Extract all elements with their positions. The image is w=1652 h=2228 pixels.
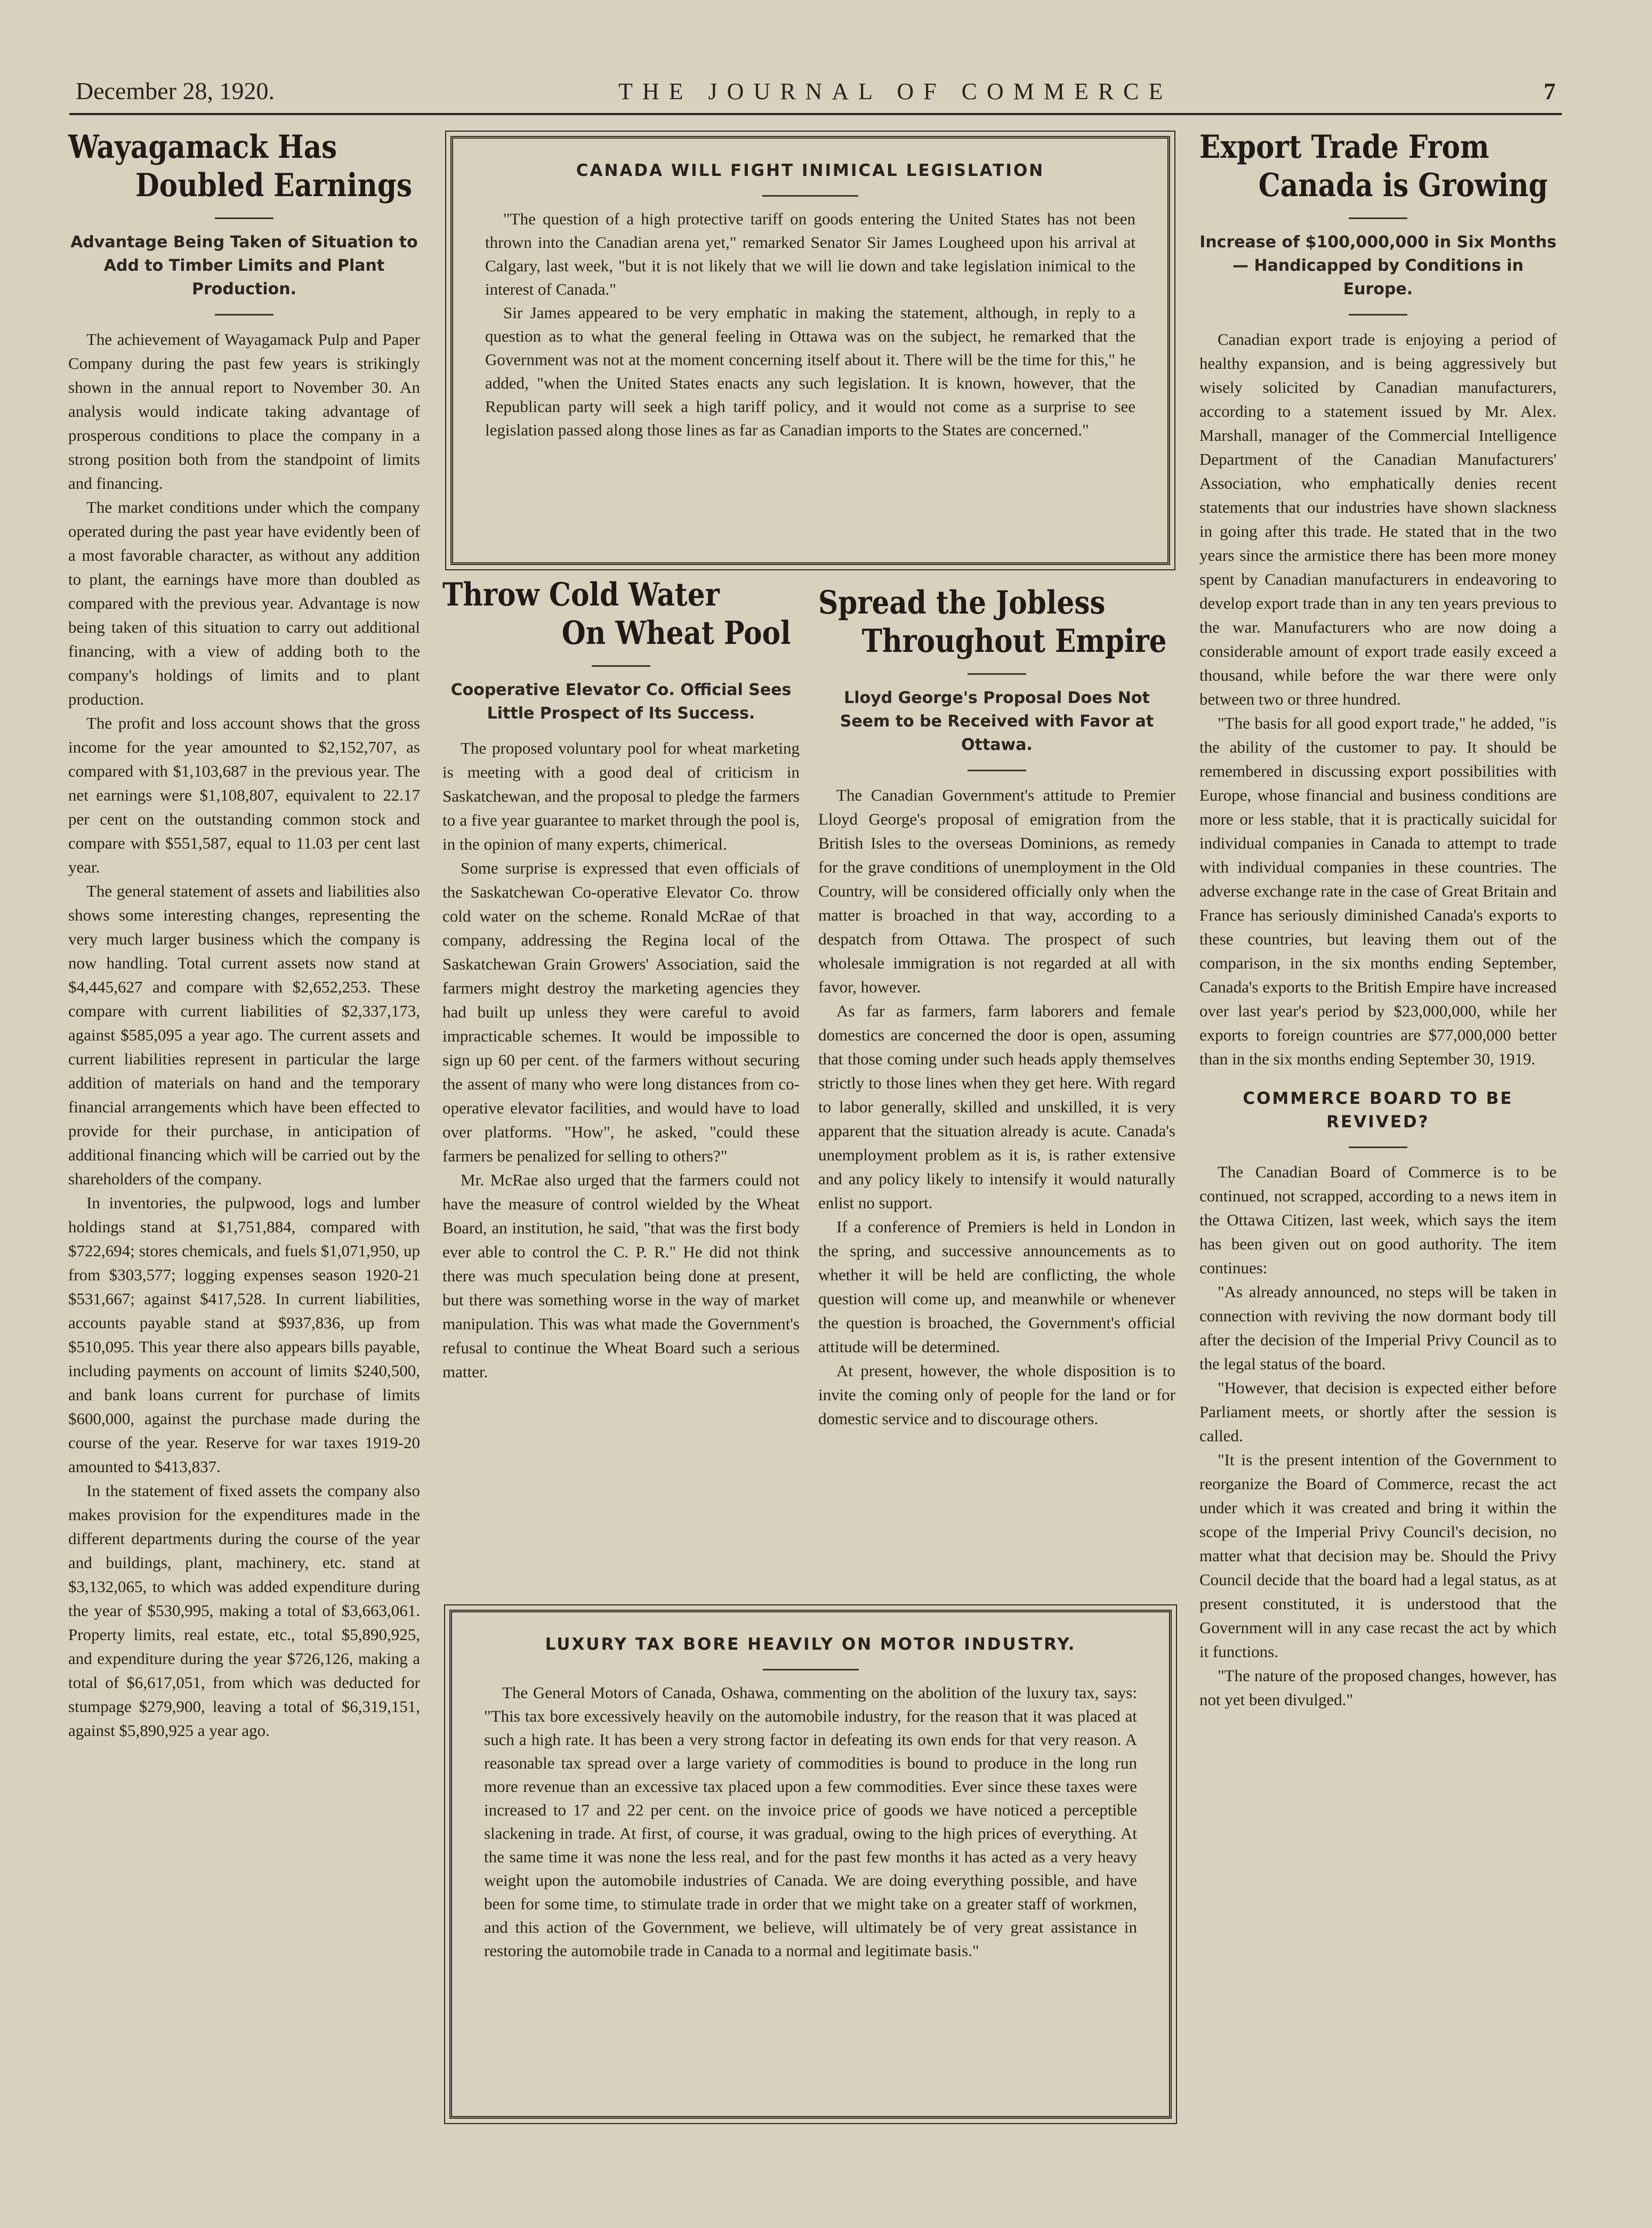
paragraph: The Canadian Government's attitude to Premier Lloyd George's proposal of emigration from the British Isles to the overseas Dominions, as remedy for the grave conditions of unemployment in the Old Country, will be considered officially only when the matter is broached in that way, according to a despatch from Ottawa. The prospect of such wholesale immigration is not regarded at all with favor, however. xyxy=(818,786,1175,996)
divider xyxy=(592,665,650,667)
divider xyxy=(1349,217,1407,219)
paragraph: "The question of a high protective tariff on goods entering the United States has not been thrown into the Canadian arena yet," remarked Senator Sir James Lougheed upon his arrival at Calgary, last week, "but it is not likely that we will lie down and take legislation inimical to the interest of Canada." xyxy=(485,209,1135,298)
paragraph: Some surprise is expressed that even officials of the Saskatchewan Co-operative Elevator Co. throw cold water on the scheme. Ronald McRae of that company, addressing the Regina local of the Saskatchewan Grain Growers' Association, said the farmers might destroy the marketing agencies they had built up unless they were careful to avoid impracticable schemes. It would be impossible to sign up 60 per cent. of the farmers without securing the assent of many who were long distances from co-operative elevator facilities, and would have to load over platforms. "How", he asked, "could these farmers be penalized for selling to others?" xyxy=(442,859,800,1165)
paragraph: "It is the present intention of the Government to reorganize the Board of Commerce, recast the act under which it was created and bring it within the scope of the Imperial Privy Council's decision, no matter what that decision may be. Should the Privy Council decide that the board had a legal status, as at present constituted, it is understood that the Government will in any case recast the act by which it functions. xyxy=(1199,1450,1557,1661)
paragraph: In inventories, the pulpwood, logs and lumber holdings stand at $1,751,884, compared with $722,694; stores chemicals, and fuels $1,071,950, up from $303,577; logging expenses season 1920-21 $531,667; against $417,528. In current liabilities, accounts payable stand at $937,836, up from $510,095. This year there also appears bills payable, including payments on account of limits $240,500, and bank loans current for purchase of limits $600,000, against the purchase made during the course of the year. Reserve for war taxes 1919-20 amounted to $413,837. xyxy=(68,1193,420,1476)
paragraph: "As already announced, no steps will be taken in connection with reviving the now dormant body till after the decision of the Imperial Privy Council as to the legal status of the board. xyxy=(1199,1282,1557,1373)
divider xyxy=(215,217,273,219)
wayagamack-deck: Advantage Being Taken of Situation to Add to Timber Limits and Plant Production. xyxy=(70,233,418,298)
jobless-headline xyxy=(818,584,1167,660)
paragraph: If a conference of Premiers is held in London in the spring, and successive announcements as to whether it will be held are conflicting, the whole question will come up, and meanwhile or whenever the question is broached, the Government's official attitude will be determined. xyxy=(818,1217,1175,1356)
paragraph: "However, that decision is expected either before Parliament meets, or shortly after the session is called. xyxy=(1199,1378,1557,1445)
commerce-body xyxy=(1199,1160,1557,1712)
jobless-body xyxy=(818,783,1175,1431)
masthead: THE JOURNAL OF COMMERCE xyxy=(618,78,1173,104)
wayagamack-article xyxy=(68,128,420,1742)
box-body xyxy=(484,1681,1137,1963)
commerce-board-title: COMMERCE BOARD TO BE REVIVED? xyxy=(1243,1089,1513,1132)
paragraph: The market conditions under which the company operated during the past year have evidently been of a most favorable character, as without any addition to plant, the earnings have more than doubled as compared with the previous year. Advantage is now being taken of this situation to carry out additional financing, with a view of adding both to the company's holdings of limits and to plant production. xyxy=(68,498,420,708)
wayagamack-body xyxy=(68,327,420,1742)
export-body xyxy=(1199,327,1557,1071)
paragraph: The General Motors of Canada, Oshawa, commenting on the abolition of the luxury tax, says: "This tax bore excessively heavily on the automobile industry, for the reason that it was placed at such a high rate. It has been a very strong factor in defeating its own ends for that very reason. A reasonable tax spread over a large variety of commodities is bound to produce in the long run more revenue than an excessive tax placed upon a few commodities. Ever since these taxes were increased to 17 and 22 per cent. on the invoice price of goods we have noticed a perceptible slackening in trade. At first, of course, it was gradual, owing to the high prices of everything. At the same time it was none the less real, and for the past few months it has acted as a very heavy weight upon the automobile industries of Canada. We are doing everything possible, and have been for some time, to stimulate trade in order that we might take on a greater staff of workmen, and this action of the Government, we believe, will ultimately be of very great assistance in restoring the automobile trade in Canada to a normal and legitimate basis." xyxy=(484,1683,1137,1960)
box-title: LUXURY TAX BORE HEAVILY ON MOTOR INDUSTRY. xyxy=(545,1635,1076,1654)
wheat-body xyxy=(442,736,800,1384)
headline-line-2: On Wheat Pool xyxy=(561,615,791,652)
paragraph: At present, however, the whole disposition is to invite the coming only of people for the land or for domestic service and to discourage others. xyxy=(818,1361,1175,1428)
divider xyxy=(215,314,273,316)
wheat-headline xyxy=(442,576,791,652)
paragraph: "The nature of the proposed changes, however, has not yet been divulged." xyxy=(1199,1666,1557,1709)
divider xyxy=(1349,1147,1407,1148)
headline-line-2: Throughout Empire xyxy=(861,623,1167,660)
paragraph: The profit and loss account shows that the gross income for the year amounted to $2,152,707, as compared with $1,103,687 in the previous year. The net earnings were $1,108,807, equivalent to 22.17 per cent on the outstanding common stock and compare with $551,587, equal to 11.03 per cent last year. xyxy=(68,714,420,876)
divider xyxy=(763,1669,859,1670)
headline-line-1: Throw Cold Water xyxy=(442,576,720,613)
box-body xyxy=(485,207,1135,442)
canada-legislation-box xyxy=(450,136,1170,565)
paragraph: "The basis for all good export trade," he added, "is the ability of the customer to pay. It should be remembered in discussing export possibilities with Europe, whose financial and business conditions are more or less stable, that it is practically suicidal for individual companies in Canada to attempt to trade with individual companies in these countries. The adverse exchange rate in the case of Great Britain and France has seriously diminished Canada's exports to these countries, but leaving them out of the comparison, in the six months ending September, Canada's exports to the British Empire have increased over last year's period by $23,000,000, while her exports to foreign countries are $77,000,000 better than in the six months ending September 30, 1919. xyxy=(1199,714,1557,1068)
paragraph: Sir James appeared to be very emphatic in making the statement, although, in reply to a question as to what the general feeling in Ottawa was on the subject, he remarked that the Government was not at the moment concerning itself about it. There will be the time for this," he added, "when the United States enacts any such legislation. It is known, however, that the Republican party will seek a high tariff policy, and it would not come as a surprise to see legislation passed along those lines as far as Canadian imports to the States are concerned." xyxy=(485,303,1135,439)
box-title: CANADA WILL FIGHT INIMICAL LEGISLATION xyxy=(576,161,1045,180)
export-headline xyxy=(1199,128,1548,205)
paragraph: Mr. McRae also urged that the farmers could not have the measure of control wielded by the Wheat Board, an institution, he said, "that was the first body ever able to control the C. P. R." He did not think there was much speculation being done at present, but there was something worse in the way of market manipulation. This was what made the Government's refusal to continue the Wheat Board such a serious matter. xyxy=(442,1170,800,1381)
headline-line-1: Wayagamack Has xyxy=(68,128,337,166)
paragraph: Canadian export trade is enjoying a period of healthy expansion, and is being aggressively but wisely solicited by Canadian manufacturers, according to a statement issued by Mr. Alex. Marshall, manager of the Commercial Intelligence Department of the Canadian Manufacturers' Association, who emphatically denies recent statements that our industries have shown slackness in going after this trade. He stated that in the two years since the armistice there has been more money spent by Canadian manufacturers in endeavoring to develop export trade than in any ten years previous to the war. Manufacturers who are now doing a considerable amount of export trade easily exceed a thousand, while before the war there were only between two or three hundred. xyxy=(1199,330,1557,708)
paragraph: The general statement of assets and liabilities also shows some interesting changes, representing the very much larger business which the company is now handling. Total current assets now stand at $4,445,627 and compare with $2,652,253. These compare with current liabilities of $2,337,173, against $585,095 a year ago. The current assets and current liabilities represent in particular the large addition of materials on hand and the temporary financial arrangements which have been effected to provide for their purchase, in anticipation of additional financing which will be carried out by the shareholders of the company. xyxy=(68,882,420,1188)
paragraph: The proposed voluntary pool for wheat marketing is meeting with a good deal of criticism in Saskatchewan, and the proposal to pledge the farmers to a five year guarantee to market through the pool is, in the opinion of many experts, chimerical. xyxy=(442,739,800,853)
wheat-deck: Cooperative Elevator Co. Official Sees Little Prospect of Its Success. xyxy=(450,681,792,723)
issue-date: December 28, 1920. xyxy=(76,77,275,104)
headline-line-1: Spread the Jobless xyxy=(818,584,1106,621)
running-head xyxy=(69,72,1562,115)
headline-line-2: Doubled Earnings xyxy=(135,167,412,204)
header-rule xyxy=(69,113,1562,115)
divider xyxy=(968,673,1026,675)
jobless-deck: Lloyd George's Proposal Does Not Seem to be Received with Favor at Ottawa. xyxy=(840,689,1154,754)
divider xyxy=(1349,314,1407,316)
paragraph: As far as farmers, farm laborers and female domestics are concerned the door is open, assuming that those coming under such heads apply themselves strictly to those lines when they get here. With regard to labor generally, skilled and unskilled, it is very apparent that the situation already is acute. Canada's unemployment problem as it is, is rather extensive and any policy likely to intensify it would naturally enlist no support. xyxy=(818,1002,1175,1212)
wheat-pool-article xyxy=(442,576,800,1384)
paragraph: In the statement of fixed assets the company also makes provision for the expenditures made in the different departments during the course of the year and buildings, plant, machinery, etc. stand at $3,132,065, to which was added expenditure during the year of $530,995, making a total of $3,663,061. Property limits, real estate, etc., total $5,890,925, and expenditure during the year $726,126, making a total of $6,617,051, from which was deducted for stumpage $279,900, leaving a total of $6,319,151, against $5,890,925 a year ago. xyxy=(68,1481,420,1740)
page-number: 7 xyxy=(1544,78,1556,104)
wayagamack-headline xyxy=(68,128,412,205)
headline-line-2: Canada is Growing xyxy=(1258,167,1548,204)
divider xyxy=(762,195,858,197)
paragraph: The Canadian Board of Commerce is to be continued, not scrapped, according to a news item in the Ottawa Citizen, last week, which says the item has been given out on good authority. The item continues: xyxy=(1199,1163,1557,1277)
luxury-tax-box xyxy=(449,1610,1172,2119)
paragraph: The achievement of Wayagamack Pulp and Paper Company during the past few years is strikingly shown in the annual report to November 30. An analysis would indicate taking advantage of prosperous conditions to place the company in a strong position both from the standpoint of limits and financing. xyxy=(68,330,420,493)
headline-line-1: Export Trade From xyxy=(1199,128,1489,166)
export-deck: Increase of $100,000,000 in Six Months — Handicapped by Conditions in Europe. xyxy=(1199,233,1557,298)
export-article xyxy=(1199,128,1557,1712)
divider xyxy=(968,770,1026,771)
jobless-article xyxy=(818,584,1175,1431)
